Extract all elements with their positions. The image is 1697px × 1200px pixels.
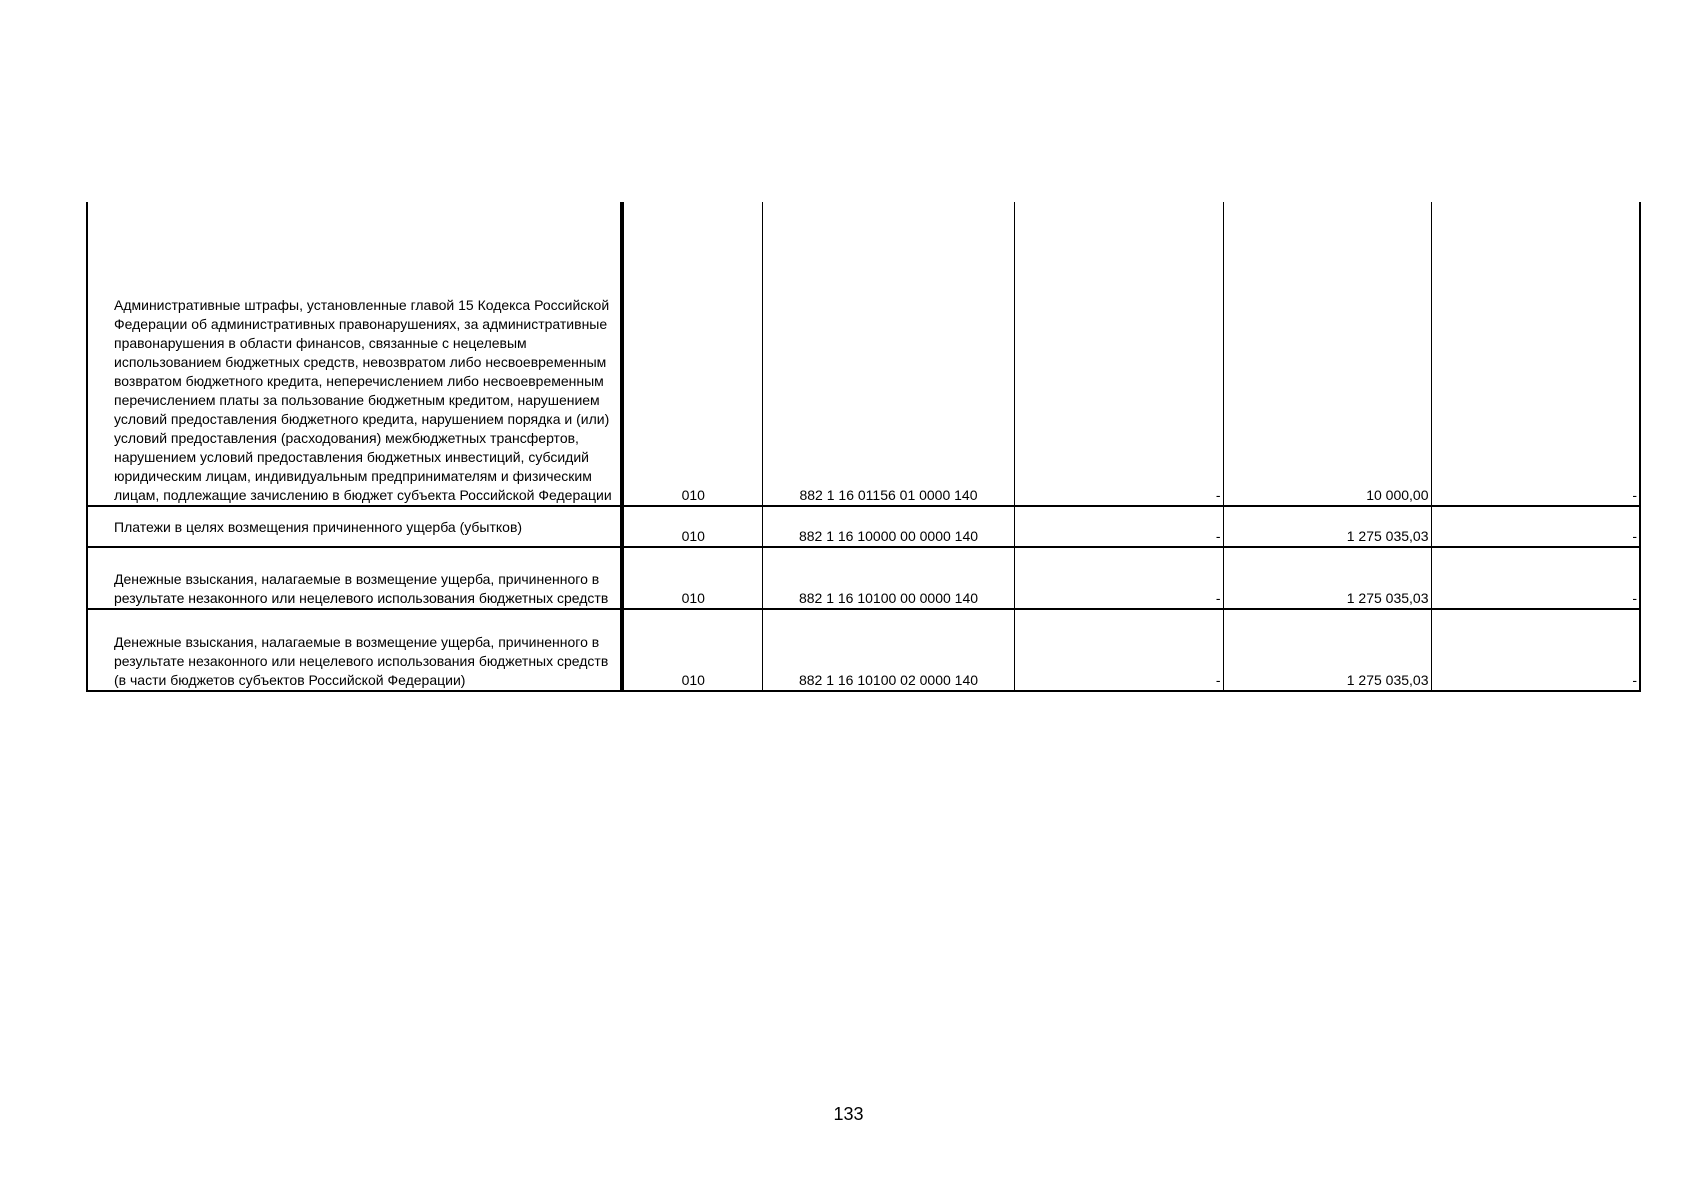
table-row [87, 506, 1640, 547]
budget-table [86, 202, 1641, 692]
row-col5: 1 275 035,03 [1223, 609, 1431, 691]
row-description: Платежи в целях возмещения причиненного ущерба (убытков) [87, 506, 622, 547]
row-col6: - [1431, 506, 1640, 547]
row-col5: 1 275 035,03 [1223, 506, 1431, 547]
row-budget-code: 882 1 16 01156 01 0000 140 [762, 202, 1014, 506]
row-col4: - [1014, 547, 1223, 609]
row-description: Денежные взыскания, налагаемые в возмещение ущерба, причиненного в результате незаконного или нецелевого использования бюджетных средств (в части бюджетов субъектов Российской Федерации) [87, 609, 622, 691]
table-row [87, 547, 1640, 609]
table-row [87, 202, 1640, 506]
row-col4: - [1014, 202, 1223, 506]
row-description: Денежные взыскания, налагаемые в возмещение ущерба, причиненного в результате незаконного или нецелевого использования бюджетных средств [87, 547, 622, 609]
row-budget-code: 882 1 16 10000 00 0000 140 [762, 506, 1014, 547]
row-col4: - [1014, 506, 1223, 547]
row-col6: - [1431, 202, 1640, 506]
row-col5: 1 275 035,03 [1223, 547, 1431, 609]
row-budget-code: 882 1 16 10100 00 0000 140 [762, 547, 1014, 609]
row-line-code: 010 [622, 506, 762, 547]
row-col6: - [1431, 609, 1640, 691]
row-col5: 10 000,00 [1223, 202, 1431, 506]
row-line-code: 010 [622, 609, 762, 691]
row-col4: - [1014, 609, 1223, 691]
row-budget-code: 882 1 16 10100 02 0000 140 [762, 609, 1014, 691]
row-line-code: 010 [622, 547, 762, 609]
row-description: Административные штрафы, установленные главой 15 Кодекса Российской Федерации об административных правонарушениях, за административные правонарушения в области финансов, связанные с нецелевым использованием бюджетных средств, невозвратом либо несвоевременным возвратом бюджетного кредита, неперечислением либо несвоевременным перечислением платы за пользование бюджетным кредитом, нарушением условий предоставления бюджетного кредита, нарушением порядка и (или) условий предоставления (расходования) межбюджетных трансфертов, нарушением условий предоставления бюджетных инвестиций, субсидий юридическим лицам, индивидуальным предпринимателям и физическим лицам, подлежащие зачислению в бюджет субъекта Российской Федерации [87, 202, 622, 506]
row-col6: - [1431, 547, 1640, 609]
page-number: 133 [833, 1104, 864, 1124]
table-row [87, 609, 1640, 691]
row-line-code: 010 [622, 202, 762, 506]
